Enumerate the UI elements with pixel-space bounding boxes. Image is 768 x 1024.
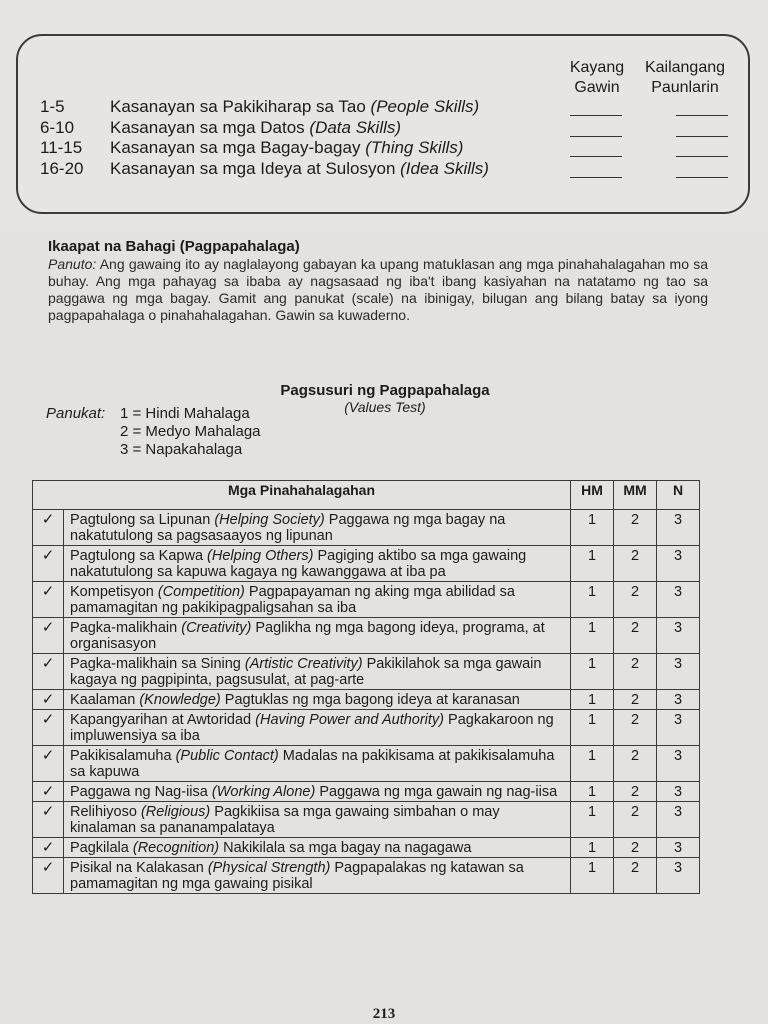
value-description: Pagka-malikhain (Creativity) Paglikha ng mga bagong ideya, programa, at organisasyon <box>64 618 571 654</box>
header-n: N <box>657 481 700 510</box>
rating-hm[interactable]: 1 <box>571 802 614 838</box>
value-description: Relihiyoso (Religious) Pagkikiisa sa mga gawaing simbahan o may kinalaman sa pananampalataya <box>64 802 571 838</box>
rating-n[interactable]: 3 <box>657 838 700 858</box>
table-row <box>33 618 700 654</box>
check-mark: ✓ <box>33 582 64 618</box>
answer-blank[interactable] <box>676 115 728 116</box>
table-row <box>33 654 700 690</box>
rating-mm[interactable]: 2 <box>614 654 657 690</box>
value-description: Kapangyarihan at Awtoridad (Having Power and Authority) Pagkakaroon ng impluwensiya sa iba <box>64 710 571 746</box>
value-description: Pagtulong sa Lipunan (Helping Society) Paggawa ng mga bagay na nakatutulong sa pagsasaayos ng lipunan <box>64 510 571 546</box>
table-row <box>33 690 700 710</box>
skill-row-data: 6-10 Kasanayan sa mga Datos (Data Skills) <box>40 118 402 137</box>
table-row <box>33 838 700 858</box>
table-header-row <box>33 481 700 510</box>
rating-n[interactable]: 3 <box>657 546 700 582</box>
table-row <box>33 858 700 894</box>
check-mark: ✓ <box>33 838 64 858</box>
rating-hm[interactable]: 1 <box>571 618 614 654</box>
section-title: Ikaapat na Bahagi (Pagpapahalaga) <box>48 238 300 255</box>
check-mark: ✓ <box>33 654 64 690</box>
answer-blank[interactable] <box>570 115 622 116</box>
check-mark: ✓ <box>33 710 64 746</box>
rating-hm[interactable]: 1 <box>571 782 614 802</box>
skill-row-thing: 11-15 Kasanayan sa mga Bagay-bagay (Thing Skills) <box>40 138 464 157</box>
value-description: Pagka-malikhain sa Sining (Artistic Creativity) Pakikilahok sa mga gawain kagaya ng pagpipinta, pagsusulat, at pag-arte <box>64 654 571 690</box>
rating-n[interactable]: 3 <box>657 710 700 746</box>
check-mark: ✓ <box>33 618 64 654</box>
rating-hm[interactable]: 1 <box>571 546 614 582</box>
rating-hm[interactable]: 1 <box>571 654 614 690</box>
value-description: Kaalaman (Knowledge) Pagtuklas ng mga bagong ideya at karanasan <box>64 690 571 710</box>
rating-mm[interactable]: 2 <box>614 546 657 582</box>
rating-hm[interactable]: 1 <box>571 710 614 746</box>
rating-mm[interactable]: 2 <box>614 858 657 894</box>
previous-page-fragment <box>0 0 768 232</box>
rating-mm[interactable]: 2 <box>614 582 657 618</box>
values-test-title: Pagsusuri ng Pagpapahalaga (Values Test) <box>280 382 490 415</box>
table-row <box>33 546 700 582</box>
rating-hm[interactable]: 1 <box>571 510 614 546</box>
check-mark: ✓ <box>33 746 64 782</box>
rating-n[interactable]: 3 <box>657 746 700 782</box>
rating-hm[interactable]: 1 <box>571 838 614 858</box>
rating-mm[interactable]: 2 <box>614 510 657 546</box>
rating-mm[interactable]: 2 <box>614 838 657 858</box>
value-description: Pagkilala (Recognition) Nakikilala sa mga bagay na nagagawa <box>64 838 571 858</box>
answer-blank[interactable] <box>676 136 728 137</box>
rating-n[interactable]: 3 <box>657 802 700 838</box>
table-row <box>33 510 700 546</box>
value-description: Pagtulong sa Kapwa (Helping Others) Pagiging aktibo sa mga gawaing nakatutulong sa kapuwa kagaya ng kawanggawa at iba pa <box>64 546 571 582</box>
rating-mm[interactable]: 2 <box>614 782 657 802</box>
answer-blank[interactable] <box>570 156 622 157</box>
check-mark: ✓ <box>33 546 64 582</box>
page-number: 213 <box>372 1006 396 1022</box>
header-values: Mga Pinahahalagahan <box>33 481 571 510</box>
rating-scale: Panukat: 1 = Hindi Mahalaga 2 = Medyo Mahalaga 3 = Napakahalaga <box>46 405 261 458</box>
rating-hm[interactable]: 1 <box>571 858 614 894</box>
value-description: Pisikal na Kalakasan (Physical Strength) Pagpapalakas ng katawan sa pamamagitan ng mga gawaing pisikal <box>64 858 571 894</box>
rating-hm[interactable]: 1 <box>571 746 614 782</box>
rating-n[interactable]: 3 <box>657 782 700 802</box>
rating-mm[interactable]: 2 <box>614 710 657 746</box>
main-page <box>0 232 768 1024</box>
skill-row-idea: 16-20 Kasanayan sa mga Ideya at Sulosyon (Idea Skills) <box>40 159 489 178</box>
table-row <box>33 582 700 618</box>
answer-blank[interactable] <box>570 177 622 178</box>
check-mark: ✓ <box>33 802 64 838</box>
answer-blank[interactable] <box>676 177 728 178</box>
column-header-kayang-gawin: Kayang Gawin <box>569 59 625 96</box>
table-row <box>33 802 700 838</box>
table-row <box>33 782 700 802</box>
value-description: Kompetisyon (Competition) Pagpapayaman ng aking mga abilidad sa pamamagitan ng pakikipagpaligsahan sa iba <box>64 582 571 618</box>
check-mark: ✓ <box>33 782 64 802</box>
rating-mm[interactable]: 2 <box>614 618 657 654</box>
rating-mm[interactable]: 2 <box>614 746 657 782</box>
values-table <box>32 480 700 894</box>
skill-row-people: 1-5 Kasanayan sa Pakikiharap sa Tao (People Skills) <box>40 97 480 116</box>
rating-n[interactable]: 3 <box>657 618 700 654</box>
check-mark: ✓ <box>33 690 64 710</box>
rating-mm[interactable]: 2 <box>614 690 657 710</box>
column-header-kailangang-paunlarin: Kailangang Paunlarin <box>644 59 726 96</box>
check-mark: ✓ <box>33 510 64 546</box>
value-description: Pakikisalamuha (Public Contact) Madalas na pakikisama at pakikisalamuha sa kapuwa <box>64 746 571 782</box>
rating-n[interactable]: 3 <box>657 654 700 690</box>
rating-hm[interactable]: 1 <box>571 582 614 618</box>
rating-n[interactable]: 3 <box>657 582 700 618</box>
header-mm: MM <box>614 481 657 510</box>
rating-hm[interactable]: 1 <box>571 690 614 710</box>
rating-n[interactable]: 3 <box>657 510 700 546</box>
rating-n[interactable]: 3 <box>657 690 700 710</box>
header-hm: HM <box>571 481 614 510</box>
table-row <box>33 710 700 746</box>
table-row <box>33 746 700 782</box>
answer-blank[interactable] <box>570 136 622 137</box>
rating-mm[interactable]: 2 <box>614 802 657 838</box>
instructions: Panuto: Ang gawaing ito ay naglalayong gabayan ka upang matuklasan ang mga pinahahalagahan mo sa buhay. Ang mga pahayag sa ibaba ay nagsasaad ng iba't ibang kasiyahan na natatamo ng tao sa paggawa ng mga bagay. Gamit ang panukat (scale) na ibinigay, bilugan ang bilang batay sa iyong pagpapahalaga o pinahahalagahan. Gawin sa kuwaderno. <box>48 256 708 323</box>
rating-n[interactable]: 3 <box>657 858 700 894</box>
value-description: Paggawa ng Nag-iisa (Working Alone) Paggawa ng mga gawain ng nag-iisa <box>64 782 571 802</box>
answer-blank[interactable] <box>676 156 728 157</box>
check-mark: ✓ <box>33 858 64 894</box>
